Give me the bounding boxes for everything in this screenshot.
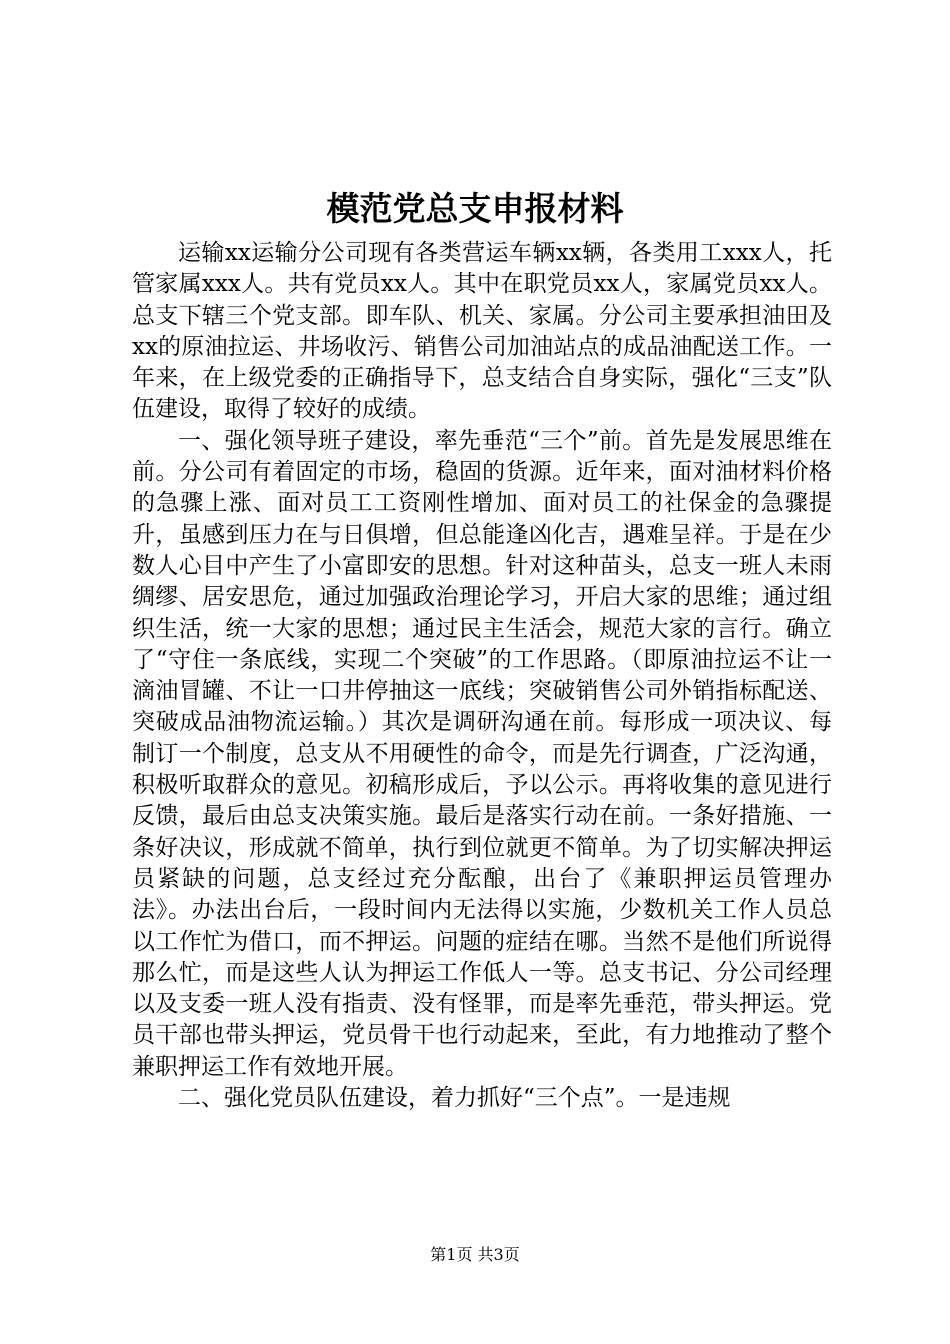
paragraph-intro: 运输xx运输分公司现有各类营运车辆xx辆，各类用工xxx人，托管家属xxx人。共有党员xx人。其中在职党员xx人，家属党员xx人。总支下辖三个党支部。即车队、机关、家属。分公司主要承担油田及xx的原油拉运、井场收污、销售公司加油站点的成品油配送工作。一年来，在上级党委的正确指导下，总支结合自身实际，强化“三支”队伍建设，取得了较好的成绩。 bbox=[132, 240, 832, 423]
document-title: 模范党总支申报材料 bbox=[326, 189, 624, 228]
paragraph-section-one: 一、强化领导班子建设，率先垂范“三个”前。首先是发展思维在前。分公司有着固定的市场，稳固的货源。近年来，面对油材料价格的急骤上涨、面对员工工资刚性增加、面对员工的社保金的急骤提升，虽感到压力在与日俱增，但总能逢凶化吉，遇难呈祥。于是在少数人心目中产生了小富即安的思想。针对这种苗头，总支一班人未雨绸缪、居安思危，通过加强政治理论学习，开启大家的思维；通过组织生活，统一大家的思想；通过民主生活会，规范大家的言行。确立了“守住一条底线，实现二个突破”的工作思路。（即原油拉运不让一滴油冒罐、不让一口井停抽这一底线；突破销售公司外销指标配送、突破成品油物流运输。）其次是调研沟通在前。每形成一项决议、每制订一个制度，总支从不用硬性的命令，而是先行调查，广泛沟通，积极听取群众的意见。初稿形成后，予以公示。再将收集的意见进行反馈，最后由总支决策实施。最后是落实行动在前。一条好措施、一条好决议，形成就不简单，执行到位就更不简单。为了切实解决押运员紧缺的问题，总支经过充分酝酿，出台了《兼职押运员管理办法》。办法出台后，一段时间内无法得以实施，少数机关工作人员总以工作忙为借口，而不押运。问题的症结在哪。当然不是他们所说得那么忙，而是这些人认为押运工作低人一等。总支书记、分公司经理以及支委一班人没有指责、没有怪罪，而是率先垂范，带头押运。党员干部也带头押运，党员骨干也行动起来，至此，有力地推动了整个兼职押运工作有效地开展。 bbox=[132, 427, 832, 1080]
paragraph-section-two: 二、强化党员队伍建设，着力抓好“三个点”。一是违规 bbox=[178, 1085, 731, 1112]
page-number-footer: 第1页 共3页 bbox=[430, 1245, 520, 1264]
document-body bbox=[132, 238, 832, 1114]
